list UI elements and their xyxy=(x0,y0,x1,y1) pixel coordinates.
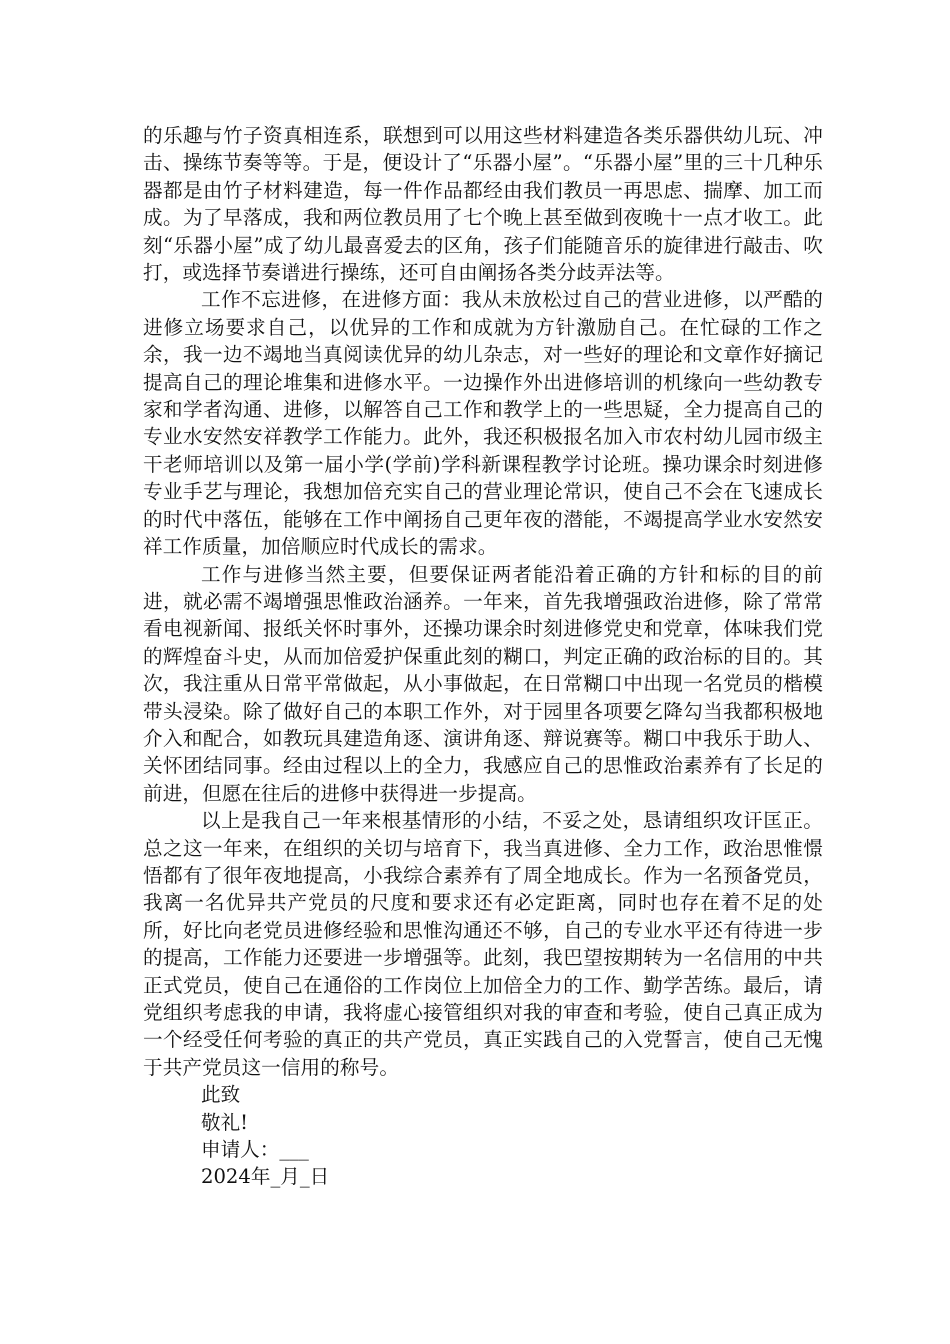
paragraph-2: 工作不忘进修，在进修方面：我从未放松过自己的营业进修，以严酷的进修立场要求自己，以优异的工作和成就为方针激励自己。在忙碌的工作之余，我一边不竭地当真阅读优异的幼儿杂志，对一些好的理论和文章作好摘记提高自己的理论堆集和进修水平。一边操作外出进修培训的机缘向一些幼教专家和学者沟通、进修，以解答自己工作和教学上的一些思疑，全力提高自己的专业水安然安祥教学工作能力。此外，我还积极报名加入市农村幼儿园市级主干老师培训以及第一届小学(学前)学科新课程教学讨论班。操功课余时刻进修专业手艺与理论，我想加倍充实自己的营业理论常识，使自己不会在飞速成长的时代中落伍，能够在工作中阐扬自己更年夜的潜能，不竭提高学业水安然安祥工作质量，加倍顺应时代成长的需求。 xyxy=(143,288,823,559)
paragraph-1: 的乐趣与竹子资真相连系，联想到可以用这些材料建造各类乐器供幼儿玩、冲击、操练节奏等等。于是，便设计了“乐器小屋”。“乐器小屋”里的三十几种乐器都是由竹子材料建造，每一件作品都经由我们教员一再思虑、揣摩、加工而成。为了早落成，我和两位教员用了七个晚上甚至做到夜晚十一点才收工。此刻“乐器小屋”成了幼儿最喜爱去的区角，孩子们能随音乐的旋律进行敲击、吹打，或选择节奏谱进行操练，还可自由阐扬各类分歧弄法等。 xyxy=(143,124,823,285)
date-line: 2024年_月_日 xyxy=(201,1165,330,1189)
paragraph-4: 以上是我自己一年来根基情形的小结，不妥之处，恳请组织攻讦匡正。总之这一年来，在组织的关切与培育下，我当真进修、全力工作，政治思惟憬悟都有了很年夜地提高，小我综合素养有了周全地成长。作为一名预备党员，我离一名优异共产党员的尺度和要求还有必定距离，同时也存在着不足的处所，好比向老党员进修经验和思惟沟通还不够，自己的专业水平还有待进一步的提高，工作能力还要进一步增强等。此刻，我巴望按期转为一名信用的中共正式党员，使自己在通俗的工作岗位上加倍全力的工作、勤学苦练。最后，请党组织考虑我的申请，我将虚心接管组织对我的审查和考验，使自己真正成为一个经受任何考验的真正的共产党员，真正实践自己的入党誓言，使自己无愧于共产党员这一信用的称号。 xyxy=(143,809,823,1079)
applicant-line: 申请人：___ xyxy=(201,1138,309,1162)
closing-salutation: 此致 xyxy=(201,1083,241,1107)
closing-regards: 敬礼! xyxy=(201,1110,249,1134)
paragraph-3: 工作与进修当然主要，但要保证两者能沿着正确的方针和标的目的前进，就必需不竭增强思惟政治涵养。一年来，首先我增强政治进修，除了常常看电视新闻、报纸关怀时事外，还操功课余时刻进修党史和党章，体味我们党的辉煌奋斗史，从而加倍爱护保重此刻的糊口，判定正确的政治标的目的。其次，我注重从日常平常做起，从小事做起，在日常糊口中出现一名党员的楷模带头浸染。除了做好自己的本职工作外，对于园里各项要乞降勾当我都积极地介入和配合，如教玩具建造角逐、演讲角逐、辩说赛等。糊口中我乐于助人、关怀团结同事。经由过程以上的全力，我感应自己的思惟政治素养有了长足的前进，但愿在往后的进修中获得进一步提高。 xyxy=(143,562,823,805)
document-body xyxy=(143,122,823,1191)
